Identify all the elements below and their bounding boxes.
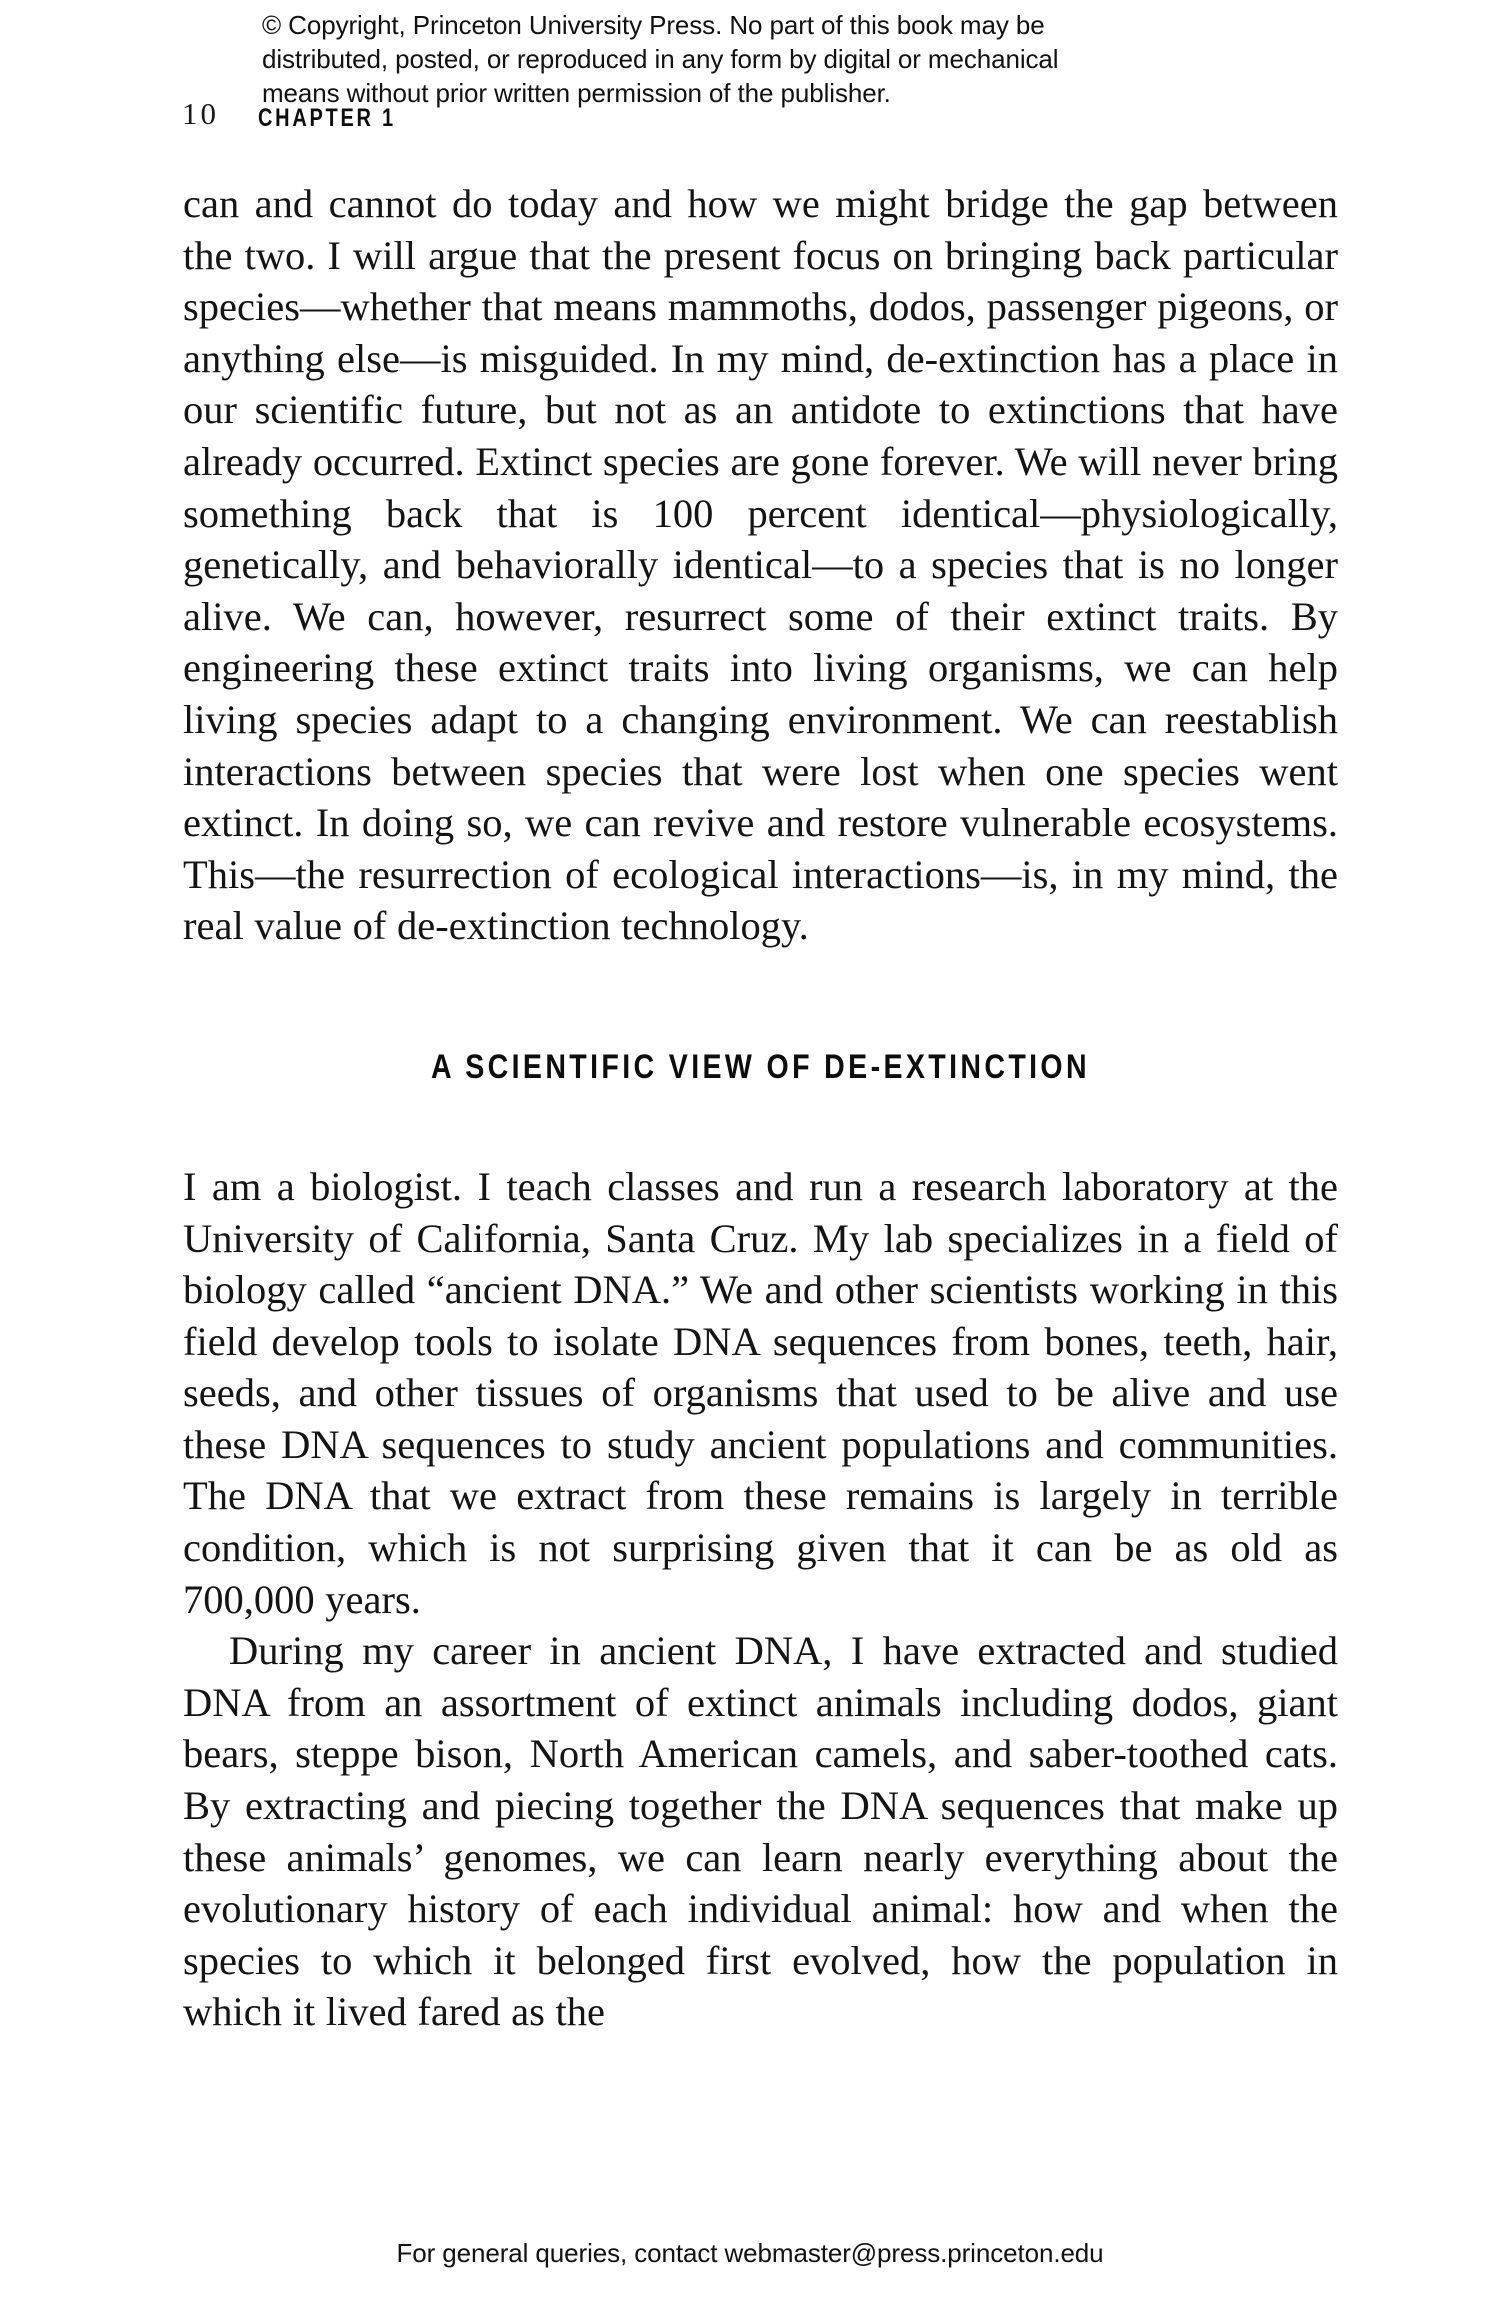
body-paragraph-2: I am a biologist. I teach classes and run a research laboratory at the University of California, Santa Cruz. My lab specializes in a field of biology called “ancient DNA.” We and other scientists working in this field develop tools to isolate DNA sequences from bones, teeth, hair, seeds, and other tissues of organisms that used to be alive and use these DNA sequences to study ancient populations and communities. The DNA that we extract from these remains is largely in terrible condition, which is not surprising given that it can be as old as 700,000 years. (183, 1163, 1338, 1622)
copyright-stamp (262, 8, 1202, 110)
copyright-stamp-line-1: © Copyright, Princeton University Press. No part of this book may be (262, 10, 1045, 40)
body-paragraph-1: can and cannot do today and how we might bridge the gap between the two. I will argue that the present focus on bringing back particular species—whether that means mammoths, dodos, passenger pigeons, or anything else—is misguided. In my mind, de-extinction has a place in our scientific future, but not as an antidote to extinctions that have already occurred. Extinct species are gone forever. We will never bring something back that is 100 percent identical—physiologically, genetically, and behaviorally identical—to a species that is no longer alive. We can, however, resurrect some of their extinct traits. By engineering these extinct traits into living organisms, we can help living species adapt to a changing environment. We can reestablish interactions between species that were lost when one species went extinct. In doing so, we can revive and restore vulnerable ecosystems. This—the resurrection of ecological interactions—is, in my mind, the real value of de-extinction technology. (183, 181, 1338, 949)
footer-stamp-text: For general queries, contact webmaster@press.princeton.edu (396, 2238, 1104, 2268)
chapter-label: CHAPTER 1 (258, 104, 396, 132)
copyright-stamp-line-2: distributed, posted, or reproduced in any form by digital or mechanical (262, 44, 1059, 74)
section-heading-block (183, 1048, 1338, 1087)
page-number: 10 (182, 96, 219, 131)
text-column (183, 178, 1338, 2038)
copyright-stamp-line-3: means without prior written permission of the publisher. (262, 78, 891, 108)
section-heading: A SCIENTIFIC VIEW OF DE-EXTINCTION (430, 1047, 1091, 1086)
body-paragraph-3: During my career in ancient DNA, I have extracted and studied DNA from an assortment of extinct animals including dodos, giant bears, steppe bison, North American camels, and saber-toothed cats. By extracting and piecing together the DNA sequences that make up these animals’ genomes, we can learn nearly everything about the evolutionary history of each individual animal: how and when the species to which it belonged first evolved, how the population in which it lived fared as the (183, 1628, 1338, 2035)
footer-stamp (0, 2238, 1500, 2269)
